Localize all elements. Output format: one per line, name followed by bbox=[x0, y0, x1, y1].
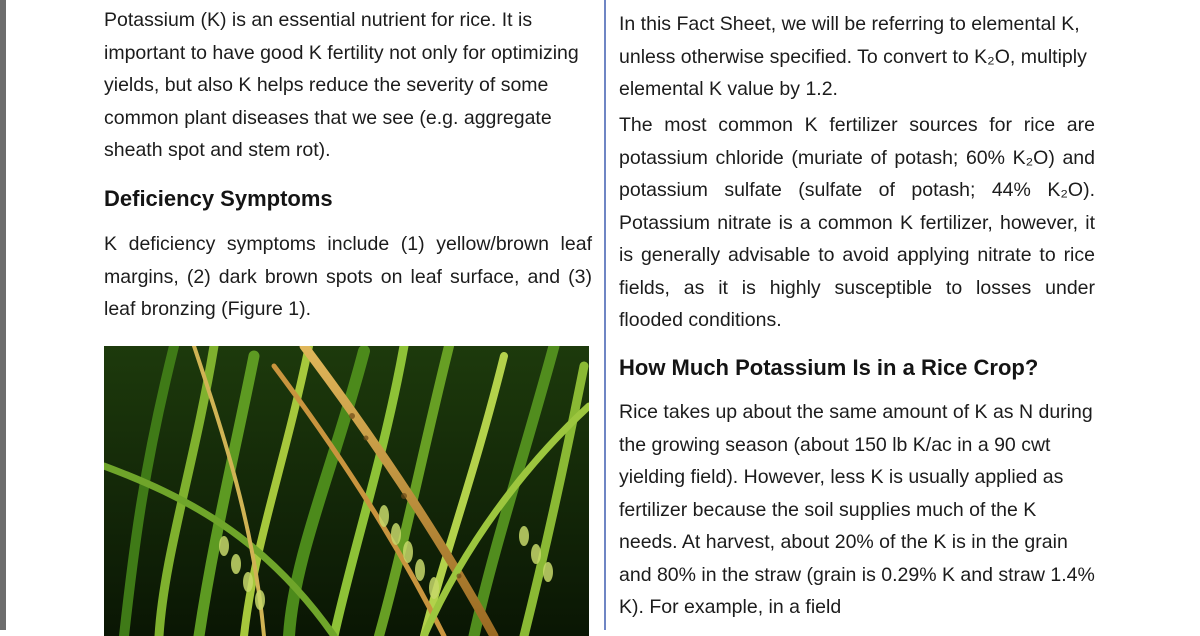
intro-paragraph: Potassium (K) is an essential nutrient for rice. It is important to have good K fertility not only for optimizing yields, but also K helps reduce the severity of some common plant diseases that we see (e.g. aggregate sheath spot and stem rot). bbox=[104, 9, 579, 161]
rice-leaf-photo bbox=[104, 346, 589, 636]
deficiency-symptoms-paragraph: K deficiency symptoms include (1) yellow/brown leaf margins, (2) dark brown spots on leaf surface, and (3) leaf bronzing (Figure 1). bbox=[104, 233, 592, 320]
potassium-in-crop-heading: How Much Potassium Is in a Rice Crop? bbox=[619, 355, 1039, 380]
fact-sheet-note-paragraph: In this Fact Sheet, we will be referring to elemental K, unless otherwise specified. To convert to K₂O, multiply elemental K value by 1.2. bbox=[619, 13, 1087, 100]
deficiency-symptoms-heading: Deficiency Symptoms bbox=[104, 186, 333, 211]
fertilizer-sources-paragraph: The most common K fertilizer sources for rice are potassium chloride (muriate of potash; 60% K₂O) and potassium sulfate (sulfate of potash; 44% K₂O). Potassium nitrate is a common K fertilizer, however, it is generally advisable to avoid applying nitrate to rice fields, as it is highly susceptible to losses under flooded conditions. bbox=[619, 114, 1095, 331]
page-left-edge bbox=[0, 0, 6, 630]
column-divider bbox=[604, 0, 606, 630]
potassium-in-crop-paragraph: Rice takes up about the same amount of K as N during the growing season (about 150 lb K/ac in a 90 cwt yielding field). However, less K is usually applied as fertilizer because the soil supplies much of the K needs. At harvest, about 20% of the K is in the grain and 80% in the straw (grain is 0.29% K and straw 1.4% K). For example, in a field bbox=[619, 401, 1095, 618]
